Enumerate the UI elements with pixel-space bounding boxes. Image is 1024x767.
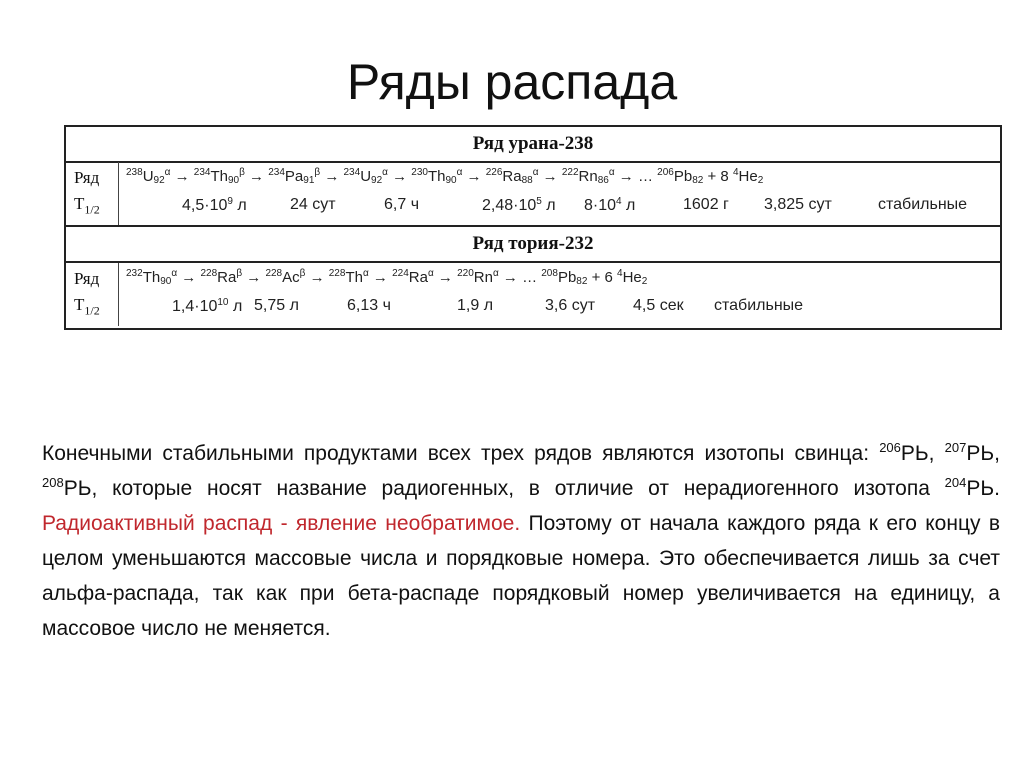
half-life-value [764,196,832,214]
element-symbol: He [738,168,758,185]
half-life-label: $T_{1/2}$ [74,295,100,318]
element-symbol: Th [210,168,228,185]
half-life-base: 4,5 сек [633,297,684,314]
decay-mode: β [314,167,321,178]
decay-series-table [64,125,1002,330]
half-life-exponent: 4 [616,196,622,207]
thorium-decay-chain [126,268,647,287]
half-life-value [182,196,247,215]
half-life-value [878,196,967,214]
mass-number: 4 [732,167,739,178]
half-life-base: 3,6 сут [545,297,596,314]
arrow-icon: → [242,269,266,286]
page-title: Ряды распада [346,54,678,110]
atomic-number: 92 [153,175,165,186]
element-symbol: U [142,168,154,185]
uranium-nuclide [411,168,462,185]
uranium-series-row [66,162,1000,225]
atomic-number: 90 [227,175,240,186]
half-life-base: 6,13 ч [347,297,391,314]
element-symbol: U [360,168,372,185]
element-symbol: Ac [282,269,300,286]
element-symbol: He [622,269,642,286]
element-symbol: Ra [502,168,522,185]
isotope-mass: 204 [944,475,967,490]
uranium-nuclide [268,168,320,185]
thorium-nuclide [200,269,242,286]
uranium-nuclide [194,168,245,185]
atomic-number: 92 [371,175,383,186]
atomic-number: 82 [576,276,588,287]
thorium-nuclide [457,269,499,286]
half-life-unit: л [228,298,243,315]
thorium-nuclide [392,269,434,286]
half-life-value [347,297,391,315]
highlighted-statement: Радиоактивный распад - явление необратимое. [42,512,521,535]
mass-number: 234 [268,167,285,178]
thorium-end-products [541,269,647,286]
half-life-exponent: 10 [217,297,229,308]
uranium-decay-chain [126,167,763,186]
half-life-base: 1602 г [683,196,729,213]
uranium-nuclide [344,168,388,185]
decay-mode: α [608,167,615,178]
half-life-value [683,196,729,214]
atomic-number: 2 [757,175,764,186]
thorium-nuclide [126,269,177,286]
arrow-icon: → [244,168,269,185]
element-symbol: Pb [557,269,577,286]
atomic-number: 91 [303,175,315,186]
decay-mode: β [239,167,245,178]
thorium-series-header: Ряд тория-232 [66,227,1000,263]
decay-mode: α [492,268,499,279]
para-text: нерадиогенного изотопа [683,477,945,500]
uranium-row-labels [66,162,119,225]
coefficient: + 8 [703,168,733,185]
arrow-icon: → [538,168,562,185]
arrow-icon: → [320,168,344,185]
atomic-number: 88 [521,175,533,186]
mass-number: 228 [328,268,346,279]
half-life-value [545,297,595,315]
uranium-series-header: Ряд урана-238 [66,127,1000,163]
isotope-symbol: РЬ [63,477,92,500]
body-paragraph [42,436,1000,646]
arrow-icon: → [305,269,329,286]
element-symbol: Th [345,269,363,286]
half-life-value [254,297,299,315]
mass-number: 230 [411,167,428,178]
mass-number: 228 [200,268,218,279]
mass-number: 224 [392,268,409,279]
atomic-number: 90 [445,175,457,186]
decay-mode: α [456,167,463,178]
mass-number: 208 [541,268,558,279]
half-life-value [384,196,419,214]
arrow-icon: → [170,168,194,185]
ellipsis: … [522,269,542,286]
element-symbol: Th [427,168,446,185]
half-life-value [457,297,493,315]
element-symbol: Rn [473,269,493,286]
half-life-value [172,297,242,316]
half-life-value [290,196,336,214]
half-life-base: 8·10 [584,197,617,214]
half-life-base: стабильные [878,196,968,213]
decay-mode: α [164,167,171,178]
arrow-icon: → [368,269,393,286]
half-life-value [714,297,803,315]
para-rest: Поэтому от начала каждого ряда к его концу в целом уменьшаются массовые числа и порядковые номера. Это обеспечивается лишь за счет альфа-распада, так как при бета-распаде порядковый номер увеличивается на единицу, а массовое число не меняется. [42,512,1000,640]
arrow-icon: → [462,168,486,185]
half-life-base: 4,5·10 [182,197,228,214]
mass-number: 206 [657,167,674,178]
ellipsis: … [637,168,658,185]
element-symbol: Ra [408,269,428,286]
thorium-series-row [66,263,1000,326]
mass-number: 234 [343,167,361,178]
uranium-nuclide [486,168,539,185]
half-life-base: 24 сут [290,196,336,213]
isotope-mass: 206 [879,440,901,455]
element-symbol: Ra [217,269,237,286]
isotope-mass: 208 [42,475,64,490]
thorium-nuclide [265,269,305,286]
element-symbol: Pa [284,168,304,185]
uranium-end-products [657,168,763,185]
isotope-symbol: РЬ, [900,442,945,465]
mass-number: 228 [265,268,283,279]
uranium-nuclide [562,168,615,185]
mass-number: 226 [485,167,503,178]
decay-mode: α [532,167,539,178]
half-life-base: 6,7 ч [384,196,420,213]
atomic-number: 2 [641,276,648,287]
atomic-number: 90 [160,276,172,287]
atomic-number: 82 [692,175,704,186]
half-life-base: стабильные [714,297,804,314]
arrow-icon: → [177,269,201,286]
half-life-unit: л [541,197,556,214]
half-life-unit: л [621,197,636,214]
half-life-base: 1,9 л [457,297,494,314]
arrow-icon: → [433,269,458,286]
decay-mode: α [171,268,178,279]
element-symbol: Pb [673,168,693,185]
decay-mode: β [299,268,306,279]
half-life-exponent: 9 [227,196,233,207]
para-text: , которые носят название радиогенных, в отличие от [91,477,670,500]
half-life-unit: л [232,197,247,214]
isotope-symbol: РЬ, [966,442,1000,465]
decay-mode: β [236,268,243,279]
half-life-base: 1,4·10 [172,298,218,315]
half-life-value [482,196,556,215]
element-symbol: Rn [578,168,598,185]
mass-number: 4 [617,268,623,279]
arrow-icon: → [614,168,638,185]
half-life-base: 5,75 л [254,297,299,314]
mass-number: 234 [193,167,211,178]
coefficient: + 6 [587,269,618,286]
half-life-base: 2,48·10 [482,197,537,214]
mass-number: 220 [457,268,474,279]
row-label: Ряд [74,168,100,187]
decay-mode: α [382,167,388,178]
row-label: Ряд [74,269,100,288]
half-life-value [633,297,684,315]
para-text: свинца: [794,442,880,465]
uranium-nuclide [126,168,170,185]
mass-number: 232 [126,268,143,279]
para-line-1: Конечными стабильными продуктами всех трех рядов являются изотопы [42,442,785,465]
half-life-exponent: 5 [536,196,542,207]
atomic-number: 86 [597,175,609,186]
arrow-icon: → [387,168,412,185]
half-life-base: 3,825 сут [764,196,832,213]
isotope-mass: 207 [944,440,967,455]
arrow-icon: → [498,269,523,286]
isotope-symbol: РЬ. [966,477,1000,500]
mass-number: 222 [561,167,579,178]
element-symbol: Th [142,269,161,286]
decay-mode: α [427,268,434,279]
half-life-label: $T_{1/2}$ [74,194,100,217]
decay-mode: α [362,268,369,279]
mass-number: 238 [126,167,143,178]
half-life-value [584,196,635,215]
thorium-nuclide [329,269,369,286]
thorium-row-labels [66,263,119,326]
